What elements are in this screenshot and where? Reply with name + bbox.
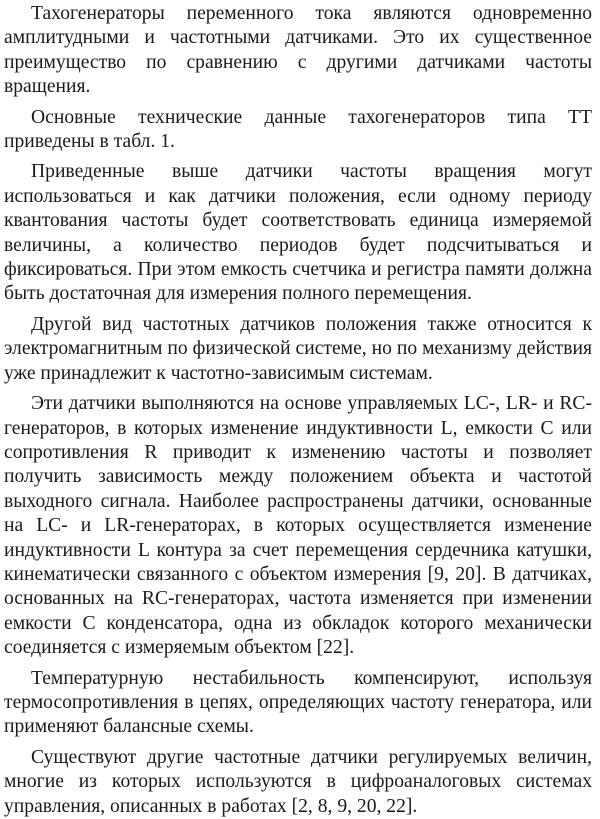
paragraph-4: Другой вид частотных датчиков положения также относится к электромагнитным по физической системе, но по механизму действия уже принадлежит к частотно-зависимым системам. [4,313,592,384]
paragraph-6: Температурную нестабильность компенсируют, используя термосопротивления в цепях, определяющих частоту генератора, или применяют балансные схемы. [4,667,592,738]
body-text [4,2,592,819]
paragraph-7: Существуют другие частотные датчики регулируемых величин, многие из которых используются в цифроаналоговых системах управления, описанных в работах [2, 8, 9, 20, 22]. [4,746,592,817]
paragraph-1: Тахогенераторы переменного тока являются одновременно амплитудными и частотными датчиками. Это их существенное преимущество по сравнению с другими датчиками частоты вращения. [4,3,592,98]
paragraph-5: Эти датчики выполняются на основе управляемых LC-, LR- и RC-генераторов, в которых изменение индуктивности L, емкости C или сопротивления R приводит к изменению частоты и позволяет получить зависимость между положением объекта и частотой выходного сигнала. Наиболее распространены датчики, основанные на LC- и LR-генераторах, в которых осуществляется изменение индуктивности L контура за счет перемещения сердечника катушки, кинематически связанного с объектом измерения [9, 20]. В датчиках, основанных на RC-генераторах, частота изменяется при изменении емкости C конденсатора, одна из обкладок которого механически соединяется с измеряемым объектом [22]. [4,393,592,659]
paragraph-2: Основные технические данные тахогенераторов типа ТТ приведены в табл. 1. [4,106,592,153]
paragraph-3: Приведенные выше датчики частоты вращения могут использоваться и как датчики положения, если одному периоду квантования частоты будет соответствовать единица измеряемой величины, а количество периодов будет подсчитываться и фиксироваться. При этом емкость счетчика и регистра памяти должна быть достаточная для измерения полного перемещения. [4,161,592,305]
